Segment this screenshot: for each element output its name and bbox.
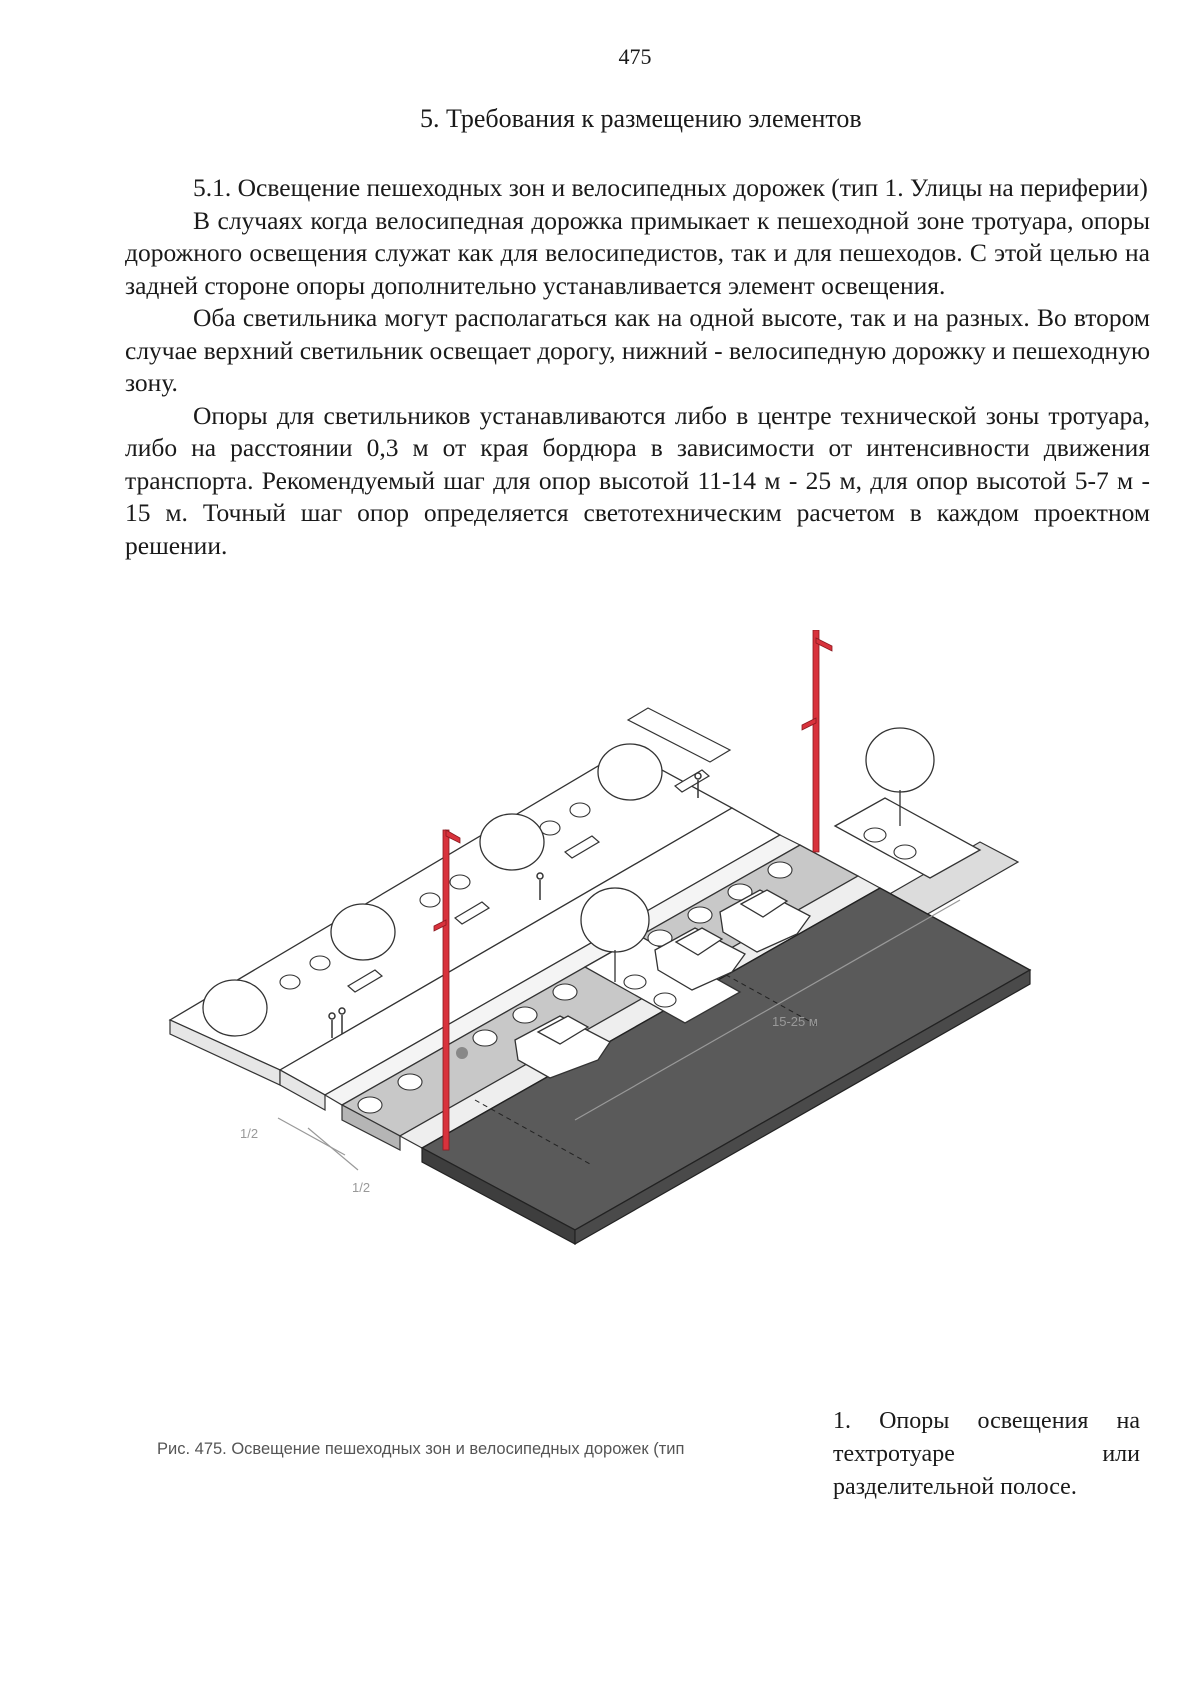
paragraph-2: Оба светильника могут располагаться как на одной высоте, так и на разных. Во втором случае верхний светильник освещает дорогу, нижний - велосипедную дорожку и пешеходную зону. bbox=[125, 303, 1150, 397]
page-number: 475 bbox=[618, 44, 652, 69]
paragraph-3: Опоры для светильников устанавливаются либо в центре технической зоны тротуара, либо на расстоянии 0,3 м от края бордюра в зависимости от интенсивности движения транспорта. Рекомендуемый шаг для опор высотой 11-14 м - 25 м, для опор высотой 5-7 м - 15 м. Точный шаг опор определяется светотехническим расчетом в каждом проектном решении. bbox=[125, 400, 1150, 560]
half-dimension-line bbox=[308, 1128, 358, 1170]
spacing-label: 15-25 м bbox=[772, 1014, 818, 1029]
figure-caption: Рис. 475. Освещение пешеходных зон и велосипедных дорожек (тип bbox=[157, 1440, 685, 1458]
note-line: разделительной полосе. bbox=[833, 1474, 1077, 1500]
paragraph-1: В случаях когда велосипедная дорожка примыкает к пешеходной зоне тротуара, опоры дорожного освещения служат как для велосипедистов, так и для пешеходов. С этой целью на задней стороне опоры дополнительно устанавливается элемент освещения. bbox=[125, 205, 1150, 300]
figure-note bbox=[833, 1405, 1140, 1504]
light-pole bbox=[802, 630, 832, 852]
half-label-1: 1/2 bbox=[240, 1126, 259, 1141]
half-dimension-line bbox=[278, 1118, 345, 1155]
section-title: 5. Требования к размещению элементов bbox=[420, 104, 862, 133]
subsection-title: 5.1. Освещение пешеходных зон и велосипедных дорожек (тип 1. Улицы на периферии) bbox=[193, 173, 1148, 202]
street-lighting-illustration bbox=[120, 630, 1050, 1290]
body-text bbox=[125, 172, 1150, 562]
note-line: техтротуаре или bbox=[833, 1441, 1140, 1467]
note-line: 1. Опоры освещения на bbox=[833, 1408, 1140, 1434]
half-label-2: 1/2 bbox=[352, 1180, 371, 1195]
